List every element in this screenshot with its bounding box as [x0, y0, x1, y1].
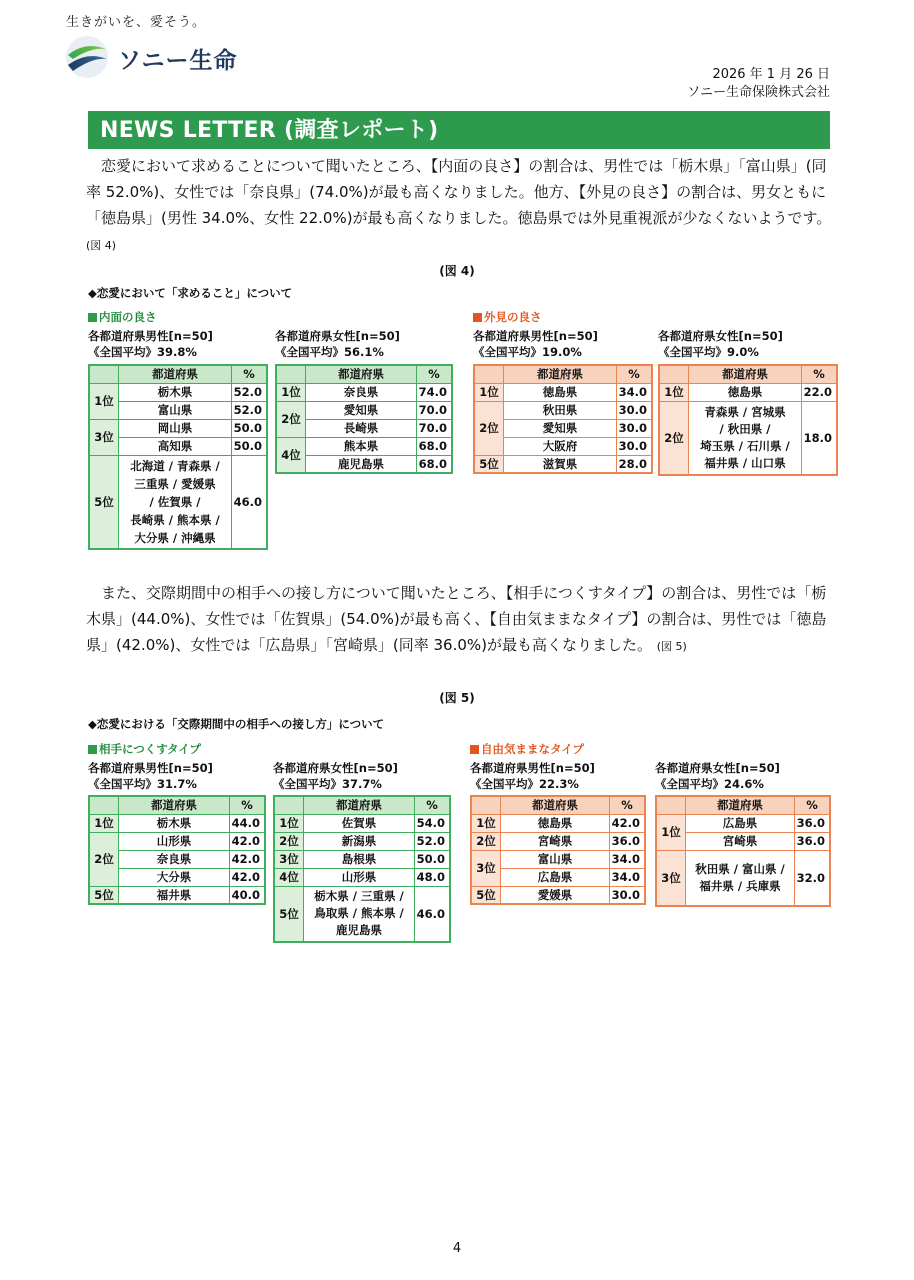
fig4-t2-average: 《全国平均》56.1% — [275, 345, 384, 359]
pref-cell: 広島県 — [686, 814, 795, 832]
pref-cell: 新潟県 — [304, 832, 415, 850]
fig5-t3-sample: 各都道府県男性[n=50] — [470, 761, 595, 775]
fig4-category-outer-label: 外見の良さ — [484, 310, 542, 324]
pref-multi-cell — [119, 455, 232, 549]
fig4-t1-sub — [88, 328, 213, 360]
pct-cell: 70.0 — [417, 401, 453, 419]
fig5-table-male-devoted — [88, 795, 266, 905]
table-row — [89, 419, 267, 437]
corner-cell — [89, 365, 119, 383]
rank-cell: 5位 — [89, 886, 119, 904]
pref-cell: 大分県 — [119, 868, 230, 886]
rank-cell: 5位 — [89, 455, 119, 549]
table-row — [89, 455, 267, 549]
issue-date: 2026 年 1 月 26 日 — [712, 67, 830, 82]
header-pref: 都道府県 — [501, 796, 610, 814]
pct-cell: 36.0 — [795, 832, 831, 850]
header-pref: 都道府県 — [689, 365, 802, 383]
corner-cell — [659, 365, 689, 383]
fig5-t4-sub — [655, 760, 780, 792]
pct-cell: 30.0 — [617, 419, 653, 437]
pct-cell: 30.0 — [617, 437, 653, 455]
header-pref: 都道府県 — [306, 365, 417, 383]
pct-cell: 42.0 — [230, 832, 266, 850]
paragraph-1-ref: (図 4) — [86, 239, 117, 252]
table-row — [276, 401, 452, 419]
fig5-t1-sub — [88, 760, 213, 792]
fig4-category-inner — [88, 309, 157, 325]
green-square-icon — [88, 313, 97, 322]
pct-cell: 46.0 — [415, 886, 451, 942]
pct-cell: 34.0 — [610, 850, 646, 868]
fig5-category-free — [470, 741, 584, 757]
header-pct: % — [415, 796, 451, 814]
fig4-t3-sub — [473, 328, 598, 360]
fig5-t1-sample: 各都道府県男性[n=50] — [88, 761, 213, 775]
rank-cell: 2位 — [276, 401, 306, 437]
pref-cell: 福井県 — [119, 886, 230, 904]
pref-line: 三重県 / 愛媛県 — [134, 476, 216, 491]
pct-cell: 44.0 — [230, 814, 266, 832]
fig5-t1-average: 《全国平均》31.7% — [88, 777, 197, 791]
pref-cell: 佐賀県 — [304, 814, 415, 832]
table-row — [471, 850, 645, 868]
pref-line: 福井県 / 兵庫県 — [699, 878, 781, 893]
table-row — [89, 383, 267, 401]
table-row — [276, 437, 452, 455]
pref-line: 埼玉県 / 石川県 / — [700, 438, 790, 453]
pct-cell: 42.0 — [230, 868, 266, 886]
header-pref: 都道府県 — [304, 796, 415, 814]
table-row — [276, 383, 452, 401]
rank-cell: 2位 — [89, 832, 119, 886]
pref-cell: 大阪府 — [504, 437, 617, 455]
header-pref: 都道府県 — [504, 365, 617, 383]
fig5-t2-average: 《全国平均》37.7% — [273, 777, 382, 791]
paragraph-1 — [86, 153, 834, 259]
pref-line: / 秋田県 / — [719, 421, 771, 436]
fig5-table-male-free — [470, 795, 646, 905]
orange-square-icon — [473, 313, 482, 322]
pref-cell: 栃木県 — [119, 814, 230, 832]
pref-cell: 島根県 — [304, 850, 415, 868]
corner-cell — [276, 365, 306, 383]
rank-cell: 3位 — [89, 419, 119, 455]
header-pct: % — [232, 365, 268, 383]
pref-cell: 愛媛県 — [501, 886, 610, 904]
green-square-icon — [88, 745, 97, 754]
fig4-t1-average: 《全国平均》39.8% — [88, 345, 197, 359]
pref-line: 長崎県 / 熊本県 / — [130, 512, 220, 527]
pct-cell: 52.0 — [232, 401, 268, 419]
table-row — [89, 814, 265, 832]
rank-cell: 1位 — [89, 383, 119, 419]
pref-cell: 愛知県 — [306, 401, 417, 419]
pref-line: 福井県 / 山口県 — [704, 455, 786, 470]
fig4-t2-sample: 各都道府県女性[n=50] — [275, 329, 400, 343]
sony-life-logo-icon — [65, 35, 109, 79]
pct-cell: 22.0 — [802, 383, 838, 401]
rank-cell: 4位 — [274, 868, 304, 886]
pref-cell: 徳島県 — [689, 383, 802, 401]
pref-cell: 高知県 — [119, 437, 232, 455]
pct-cell: 50.0 — [232, 419, 268, 437]
pref-line: 北海道 / 青森県 / — [130, 458, 220, 473]
table-row — [471, 814, 645, 832]
fig5-table-female-devoted — [273, 795, 451, 943]
fig4-table-male-outer — [473, 364, 653, 474]
paragraph-1-text: 恋愛において求めることについて聞いたところ、【内面の良さ】の割合は、男性では「栃木県」「富山県」(同率 52.0%)、女性では「奈良県」(74.0%)が最も高くなりました。他方、【外見の良さ】の割合は、男女ともに「徳島県」(男性 34.0%、女性 22.0%)が最も高くなりました。徳島県では外見重視派が少なくないようです。 — [86, 157, 832, 227]
fig5-t4-sample: 各都道府県女性[n=50] — [655, 761, 780, 775]
pref-cell: 鹿児島県 — [306, 455, 417, 473]
header-pct: % — [610, 796, 646, 814]
logo-text: ソニー生命 — [118, 48, 238, 74]
rank-cell: 1位 — [659, 383, 689, 401]
rank-cell: 5位 — [474, 455, 504, 473]
pref-cell: 富山県 — [501, 850, 610, 868]
rank-cell: 3位 — [471, 850, 501, 886]
pref-cell: 宮崎県 — [501, 832, 610, 850]
pct-cell: 42.0 — [230, 850, 266, 868]
rank-cell: 1位 — [89, 814, 119, 832]
fig5-t3-average: 《全国平均》22.3% — [470, 777, 579, 791]
rank-cell: 1位 — [474, 383, 504, 401]
pref-cell: 岡山県 — [119, 419, 232, 437]
pct-cell: 54.0 — [415, 814, 451, 832]
pref-cell: 愛知県 — [504, 419, 617, 437]
fig5-t2-sample: 各都道府県女性[n=50] — [273, 761, 398, 775]
fig4-t2-sub — [275, 328, 400, 360]
rank-cell: 5位 — [471, 886, 501, 904]
pct-cell: 28.0 — [617, 455, 653, 473]
pct-cell: 50.0 — [232, 437, 268, 455]
pref-cell: 広島県 — [501, 868, 610, 886]
pct-cell: 42.0 — [610, 814, 646, 832]
pref-cell: 滋賀県 — [504, 455, 617, 473]
pct-cell: 34.0 — [617, 383, 653, 401]
fig4-t3-sample: 各都道府県男性[n=50] — [473, 329, 598, 343]
table-row — [474, 401, 652, 419]
pct-cell: 50.0 — [415, 850, 451, 868]
header-pref: 都道府県 — [119, 796, 230, 814]
pref-cell: 秋田県 — [504, 401, 617, 419]
pct-cell: 30.0 — [617, 401, 653, 419]
pref-cell: 栃木県 — [119, 383, 232, 401]
pct-cell: 74.0 — [417, 383, 453, 401]
corner-cell — [274, 796, 304, 814]
pref-cell: 富山県 — [119, 401, 232, 419]
rank-cell: 1位 — [471, 814, 501, 832]
orange-square-icon — [470, 745, 479, 754]
pct-cell: 46.0 — [232, 455, 268, 549]
pref-line: 栃木県 / 三重県 / — [314, 889, 404, 904]
fig4-t3-average: 《全国平均》19.0% — [473, 345, 582, 359]
pref-line: 鹿児島県 — [336, 923, 382, 938]
pref-cell: 奈良県 — [119, 850, 230, 868]
pref-cell: 徳島県 — [504, 383, 617, 401]
rank-cell: 1位 — [274, 814, 304, 832]
rank-cell: 2位 — [474, 401, 504, 455]
table-row — [274, 868, 450, 886]
pct-cell: 52.0 — [415, 832, 451, 850]
fig4-category-outer — [473, 309, 542, 325]
fig5-category-devoted-label: 相手につくすタイプ — [99, 742, 201, 756]
fig4-t4-average: 《全国平均》9.0% — [658, 345, 759, 359]
pct-cell: 32.0 — [795, 850, 831, 906]
pref-cell: 山形県 — [304, 868, 415, 886]
rank-cell: 4位 — [276, 437, 306, 473]
fig4-t4-sample: 各都道府県女性[n=50] — [658, 329, 783, 343]
corner-cell — [471, 796, 501, 814]
fig4-table-female-outer — [658, 364, 838, 476]
fig4-category-inner-label: 内面の良さ — [99, 310, 157, 324]
rank-cell: 3位 — [274, 850, 304, 868]
pref-cell: 宮崎県 — [686, 832, 795, 850]
fig4-t1-sample: 各都道府県男性[n=50] — [88, 329, 213, 343]
fig4-t4-sub — [658, 328, 783, 360]
pct-cell: 40.0 — [230, 886, 266, 904]
fig5-label: (図 5) — [439, 691, 475, 705]
pct-cell: 68.0 — [417, 437, 453, 455]
fig4-label: (図 4) — [439, 264, 475, 278]
header-pct: % — [795, 796, 831, 814]
header-pref: 都道府県 — [119, 365, 232, 383]
table-row — [656, 814, 830, 832]
pref-multi-cell — [686, 850, 795, 906]
table-row — [471, 886, 645, 904]
fig4-table-male-inner — [88, 364, 268, 550]
pct-cell: 30.0 — [610, 886, 646, 904]
pct-cell: 48.0 — [415, 868, 451, 886]
fig4-title: ◆恋愛において「求めること」について — [88, 286, 293, 300]
corner-cell — [656, 796, 686, 814]
fig5-t2-sub — [273, 760, 398, 792]
pct-cell: 52.0 — [232, 383, 268, 401]
table-row — [656, 850, 830, 906]
pct-cell: 70.0 — [417, 419, 453, 437]
pct-cell: 36.0 — [795, 814, 831, 832]
table-row — [274, 832, 450, 850]
header-pct: % — [417, 365, 453, 383]
header-pct: % — [617, 365, 653, 383]
rank-cell: 5位 — [274, 886, 304, 942]
pref-line: 青森県 / 宮城県 — [704, 404, 786, 419]
fig5-t3-sub — [470, 760, 595, 792]
pref-line: 鳥取県 / 熊本県 / — [314, 906, 404, 921]
page-number: 4 — [452, 1241, 462, 1256]
fig5-t4-average: 《全国平均》24.6% — [655, 777, 764, 791]
fig5-category-free-label: 自由気ままなタイプ — [481, 742, 584, 756]
fig5-table-female-free — [655, 795, 831, 907]
header-pct: % — [802, 365, 838, 383]
pref-cell: 熊本県 — [306, 437, 417, 455]
tagline: 生きがいを、愛そう。 — [66, 15, 207, 30]
pct-cell: 68.0 — [417, 455, 453, 473]
pref-line: 大分県 / 沖縄県 — [134, 530, 216, 545]
table-row — [274, 814, 450, 832]
table-row — [274, 850, 450, 868]
table-row — [274, 886, 450, 942]
pref-cell: 奈良県 — [306, 383, 417, 401]
pref-cell: 長崎県 — [306, 419, 417, 437]
table-row — [659, 401, 837, 475]
paragraph-2 — [86, 580, 834, 660]
corner-cell — [89, 796, 119, 814]
paragraph-2-ref: (図 5) — [656, 640, 687, 653]
corner-cell — [474, 365, 504, 383]
table-row — [471, 832, 645, 850]
pct-cell: 18.0 — [802, 401, 838, 475]
rank-cell: 1位 — [276, 383, 306, 401]
pref-multi-cell — [689, 401, 802, 475]
rank-cell: 2位 — [659, 401, 689, 475]
table-row — [474, 383, 652, 401]
rank-cell: 1位 — [656, 814, 686, 850]
table-row — [89, 832, 265, 850]
table-row — [659, 383, 837, 401]
header-pct: % — [230, 796, 266, 814]
rank-cell: 2位 — [471, 832, 501, 850]
fig5-title: ◆恋愛における「交際期間中の相手への接し方」について — [88, 717, 385, 731]
fig4-table-female-inner — [275, 364, 453, 474]
pref-cell: 山形県 — [119, 832, 230, 850]
pct-cell: 34.0 — [610, 868, 646, 886]
table-row — [474, 455, 652, 473]
table-row — [89, 886, 265, 904]
news-letter-banner: NEWS LETTER (調査レポート) — [88, 111, 830, 149]
fig5-category-devoted — [88, 741, 201, 757]
pref-cell: 徳島県 — [501, 814, 610, 832]
pref-multi-cell — [304, 886, 415, 942]
header-pref: 都道府県 — [686, 796, 795, 814]
paragraph-2-text: また、交際期間中の相手への接し方について聞いたところ、【相手につくすタイプ】の割合は、男性では「栃木県」(44.0%)、女性では「佐賀県」(54.0%)が最も高く、【自由気ままなタイプ】の割合は、男性では「徳島県」(42.0%)、女性では「広島県」「宮崎県」(同率 36.0%)が最も高くなりました。 — [86, 584, 827, 654]
rank-cell: 3位 — [656, 850, 686, 906]
company-name: ソニー生命保険株式会社 — [687, 85, 830, 100]
pct-cell: 36.0 — [610, 832, 646, 850]
rank-cell: 2位 — [274, 832, 304, 850]
pref-line: 秋田県 / 富山県 / — [695, 861, 785, 876]
pref-line: / 佐賀県 / — [149, 494, 201, 509]
